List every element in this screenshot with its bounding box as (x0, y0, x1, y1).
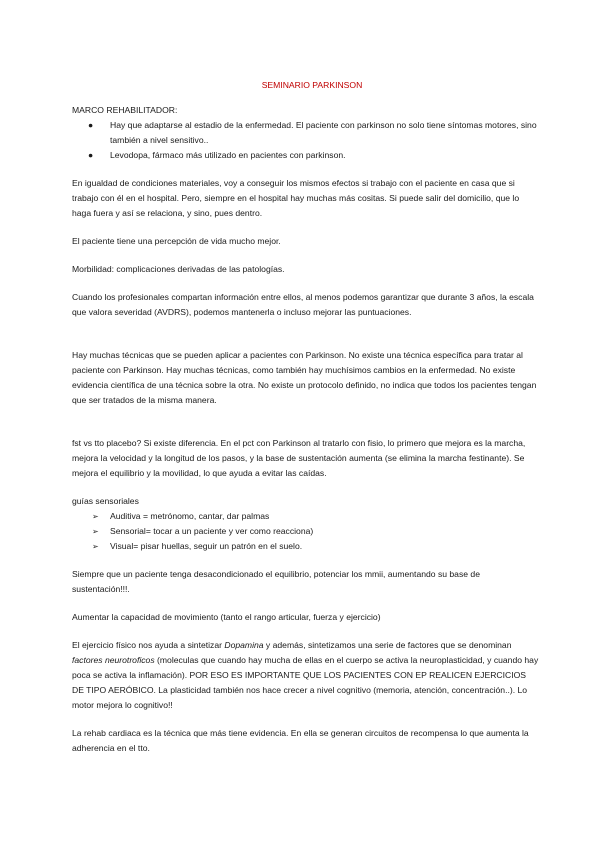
list-item: ➢ Visual= pisar huellas, seguir un patrón en el suelo. (72, 539, 540, 554)
marco-list (72, 118, 540, 163)
guias-heading: guías sensoriales (72, 496, 139, 506)
dopamina-term: Dopamina (224, 640, 264, 650)
paragraph: Cuando los profesionales compartan información entre ellos, al menos podemos garantizar que durante 3 años, la escala que valora severidad (AVDRS), podemos mantenerla o incluso mejorar las puntuaciones. (72, 292, 534, 317)
neurotroficos-term: factores neurotroficos (72, 655, 155, 665)
paragraph: Aumentar la capacidad de movimiento (tanto el rango articular, fuerza y ejercicio) (72, 612, 381, 622)
arrow-icon: ➢ (92, 512, 99, 521)
list-item: ➢ Auditiva = metrónomo, cantar, dar palmas (72, 509, 540, 524)
guias-list (72, 509, 540, 554)
paragraph: fst vs tto placebo? Si existe diferencia. En el pct con Parkinson al tratarlo con fisio, lo primero que mejora es la marcha, mejora la velocidad y la longitud de los pasos, y la base de sustentación aumenta (se elimina la marcha festinante). Se mejora el equilibrio y la movilidad, lo que ayuda a evitar las caídas. (72, 438, 526, 478)
arrow-icon: ➢ (92, 527, 99, 536)
paragraph: El ejercicio físico nos ayuda a sintetizar Dopamina y además, sintetizamos una serie de factores que se denominan factores neurotroficos (moleculas que cuando hay mucha de ellas en el cuerpo se activa la neuroplasticidad, y cuando hay poca se activa la inflamación). POR ESO ES IMPORTANTE QUE LOS PACIENTES CON EP REALICEN EJERCICIOS DE TIPO AERÓBICO. La plasticidad también nos hace crecer a nivel cognitivo (memoria, atención, concentración..). Lo motor mejora lo cognitivo!! (72, 640, 539, 710)
marco-heading: MARCO REHABILITADOR: (72, 105, 178, 115)
paragraph: Siempre que un paciente tenga desacondicionado el equilibrio, potenciar los mmii, aumentando su base de sustentación!!!. (72, 569, 480, 594)
paragraph: Hay muchas técnicas que se pueden aplicar a pacientes con Parkinson. No existe una técnica específica para tratar al paciente con Parkinson. Hay muchas técnicas, como también hay muchísimos cambios en la enfermedad. No existe evidencia científica de una técnica sobre la otra. No existe un protocolo definido, no indica que todos los pacientes tengan que ser tratados de la misma manera. (72, 350, 537, 405)
bullet-icon: ● (88, 150, 94, 160)
arrow-icon: ➢ (92, 542, 99, 551)
document-title: SEMINARIO PARKINSON (261, 80, 363, 90)
paragraph: Morbilidad: complicaciones derivadas de las patologías. (72, 264, 285, 274)
paragraph: En igualdad de condiciones materiales, voy a conseguir los mismos efectos si trabajo con el paciente en casa que si trabajo con él en el hospital. Pero, siempre en el hospital hay muchas más cositas. Si puede salir del domicilio, que lo haga fuera y así se relaciona, y sino, pues dentro. (72, 178, 520, 218)
paragraph: El paciente tiene una percepción de vida mucho mejor. (72, 236, 281, 246)
paragraph: La rehab cardiaca es la técnica que más tiene evidencia. En ella se generan circuitos de recompensa lo que aumenta la adherencia en el tto. (72, 728, 529, 753)
list-item: ● Hay que adaptarse al estadio de la enfermedad. El paciente con parkinson no solo tiene síntomas motores, sino también a nivel sensitivo.. (88, 120, 537, 145)
list-item: ● Levodopa, fármaco más utilizado en pacientes con parkinson. (72, 148, 540, 163)
list-item: ➢ Sensorial= tocar a un paciente y ver como reacciona) (72, 524, 540, 539)
bullet-icon: ● (88, 120, 94, 130)
